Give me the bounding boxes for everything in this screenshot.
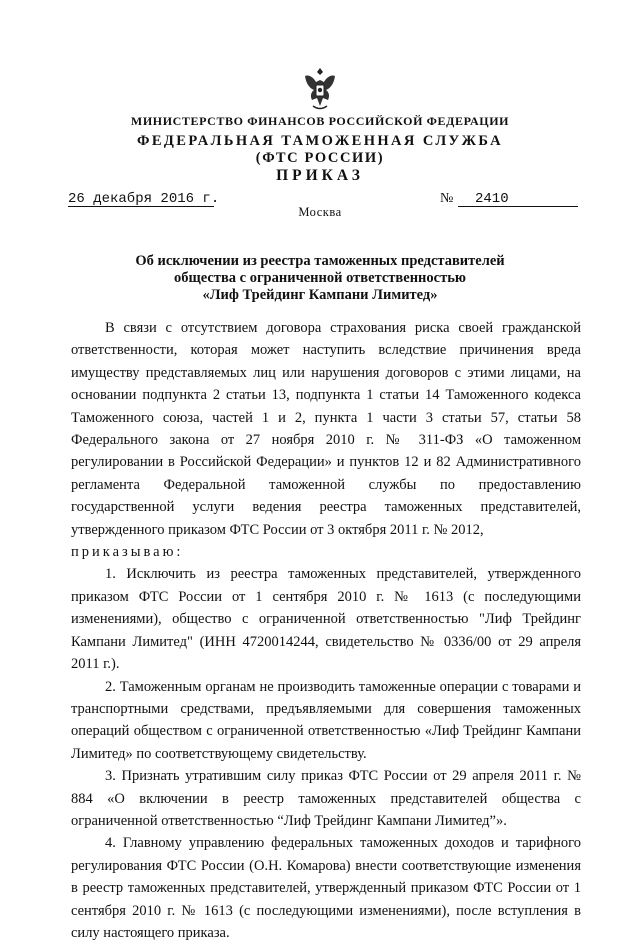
document-body bbox=[71, 317, 581, 944]
title-line-2: общества с ограниченной ответственностью bbox=[174, 270, 466, 286]
order-word: приказываю: bbox=[71, 544, 184, 561]
item-2: 2. Таможенным органам не производить таможенные операции с товарами и транспортными средствами, предъявляемыми для совершения таможенных операций обществом с ограниченной ответственностью «Лиф Трейдинг Кампани Лимитед» по соответствующему свидетельству. bbox=[71, 678, 581, 762]
number-sign: № bbox=[440, 191, 454, 206]
document-number: 2410 bbox=[475, 191, 509, 207]
service-name: ФЕДЕРАЛЬНАЯ ТАМОЖЕННАЯ СЛУЖБА bbox=[136, 133, 503, 149]
item-4: 4. Главному управлению федеральных таможенных доходов и тарифного регулирования ФТС России (О.Н. Комарова) внести соответствующие изменения в реестр таможенных представителей, утвержденный приказом ФТС России от 1 сентября 2010 г. № 1613 (с последующими изменениями), после вступления в силу настоящего приказа. bbox=[71, 835, 581, 941]
document-date: 26 декабря 2016 г. bbox=[68, 191, 220, 207]
title-line-3: «Лиф Трейдинг Кампани Лимитед» bbox=[202, 287, 438, 303]
document-type: ПРИКАЗ bbox=[276, 167, 364, 184]
service-abbreviation: (ФТС РОССИИ) bbox=[255, 150, 385, 166]
document-city: Москва bbox=[298, 205, 342, 219]
ministry-name: МИНИСТЕРСТВО ФИНАНСОВ РОССИЙСКОЙ ФЕДЕРАЦИИ bbox=[130, 114, 510, 128]
item-1: 1. Исключить из реестра таможенных представителей, утвержденного приказом ФТС России от 1 сентября 2010 г. № 1613 (с последующими изменениями), общество с ограниченной ответственностью "Лиф Трейдинг Кампани Лимитед" (ИНН 4720014244, свидетельство № 0336/00 от 29 апреля 2011 г.). bbox=[71, 566, 581, 673]
item-3: 3. Признать утратившим силу приказ ФТС России от 29 апреля 2011 г. № 884 «О включении в реестр таможенных представителей общества с ограниченной ответственностью “Лиф Трейдинг Кампани Лимитед”». bbox=[71, 768, 581, 829]
title-line-1: Об исключении из реестра таможенных представителей bbox=[135, 253, 505, 269]
coat-of-arms-icon bbox=[301, 66, 339, 112]
intro-paragraph: В связи с отсутствием договора страхования риска своей гражданской ответственности, которая может наступить вследствие причинения вреда имуществу представляемых лиц или нарушения договоров с этими лицами, на основании подпункта 2 статьи 13, подпункта 1 статьи 14 Таможенного кодекса Таможенного союза, частей 1 и 2, пункта 1 части 3 статьи 57, статьи 58 Федерального закона от 27 ноября 2010 г. № 311-ФЗ «О таможенном регулировании в Российской Федерации» и пунктов 12 и 82 Административного регламента Федеральной таможенной службы по предоставлению государственной услуги ведения реестра таможенных представителей, утвержденного приказом ФТС России от 3 октября 2011 г. № 2012, bbox=[71, 320, 581, 538]
